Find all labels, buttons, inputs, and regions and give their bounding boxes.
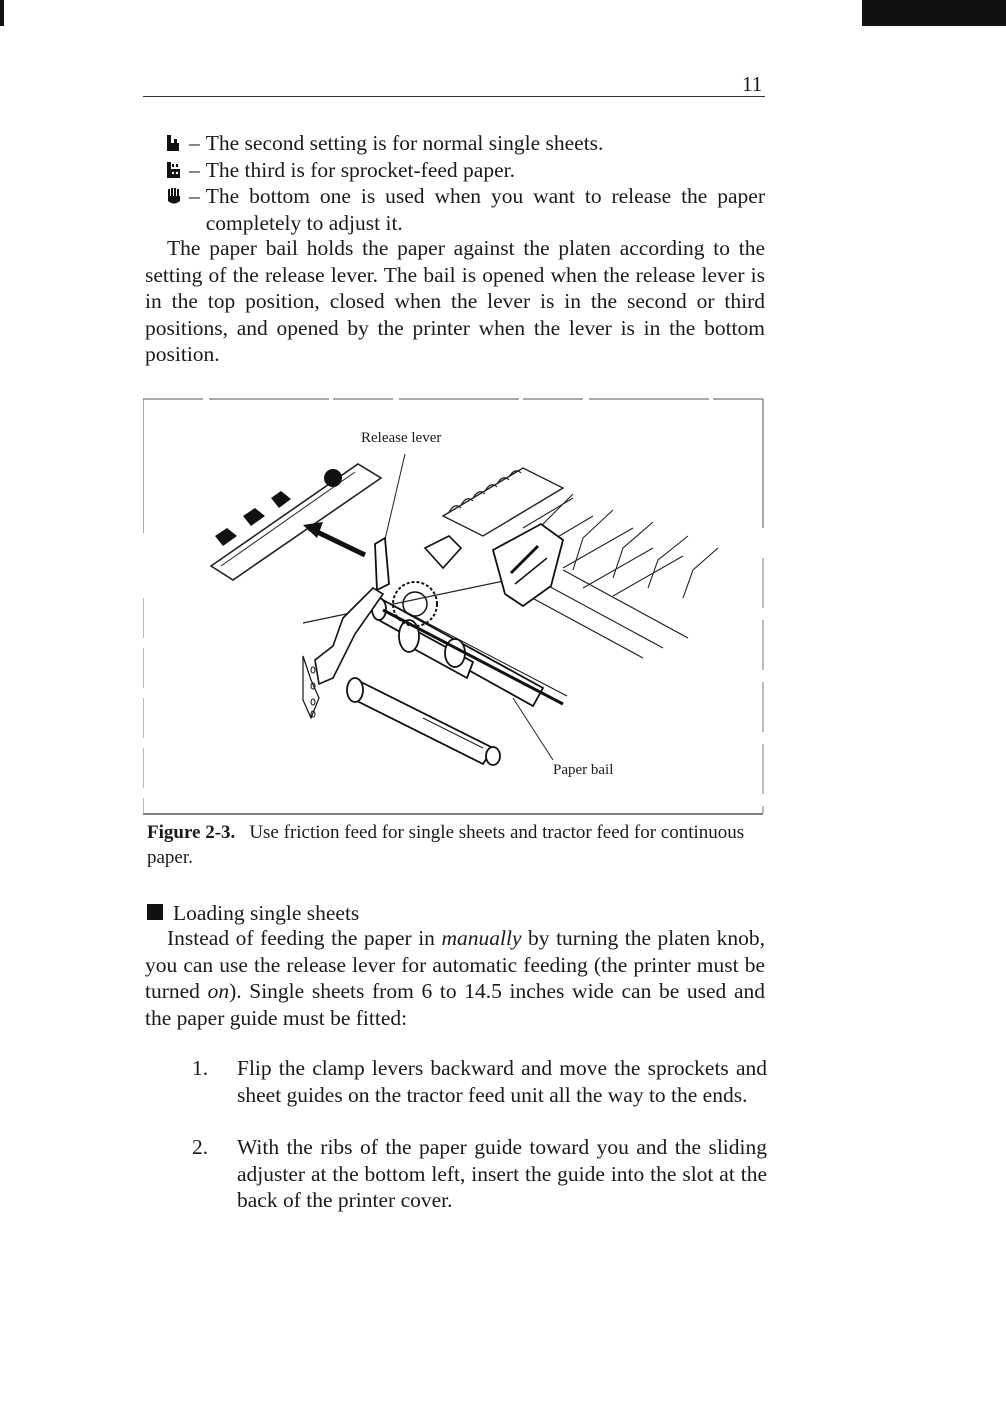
figure-2-3 — [143, 398, 766, 816]
section-heading: Loading single sheets — [147, 901, 359, 926]
scan-edge-mark-right — [862, 0, 1006, 26]
page-number: 11 — [742, 72, 763, 96]
paragraph-loading-intro: Instead of feeding the paper in manually by turning the platen knob, you can use the release lever for automatic feeding (the printer must be turned on). Single sheets from 6 to 14.5 inches wide can be used and the paper guide must be fitted: — [145, 926, 766, 1030]
list-item-text: The second setting is for normal single sheets. — [205, 131, 604, 155]
sprocket-feed-icon — [165, 160, 183, 180]
list-item-text: The third is for sprocket-feed paper. — [205, 158, 515, 182]
step-number: 2. — [192, 1135, 209, 1159]
single-sheet-icon — [165, 133, 183, 153]
step-item — [192, 1055, 767, 1108]
printer-release-lever-illustration — [143, 398, 766, 816]
figure-number: Figure 2-3. — [147, 822, 236, 843]
list-item: – The bottom one is used when you want to release the paper completely to adjust it. — [165, 183, 765, 236]
step-text: Flip the clamp levers backward and move the sprockets and sheet guides on the tractor feed unit all the way to the ends. — [237, 1056, 767, 1107]
paragraph-paper-bail: The paper bail holds the paper against the platen according to the setting of the release lever. The bail is opened when the release lever is in the top position, closed when the lever is in the second or third positions, and opened by the printer when the lever is in the bottom position. — [145, 236, 765, 366]
figure-caption-text: Use friction feed for single sheets and tractor feed for continuous paper. — [147, 822, 745, 868]
figure-caption — [147, 820, 767, 870]
list-item: – The second setting is for normal single sheets. — [165, 130, 765, 157]
header-rule — [143, 96, 765, 97]
label-paper-bail: Paper bail — [553, 762, 614, 778]
release-hand-icon — [165, 186, 183, 206]
list-item: – The third is for sprocket-feed paper. — [165, 157, 765, 184]
label-release-lever: Release lever — [361, 430, 442, 446]
step-item — [192, 1134, 767, 1214]
step-number: 1. — [192, 1056, 209, 1080]
emphasis-on: on — [207, 979, 230, 1003]
scan-edge-mark-left — [0, 0, 4, 26]
emphasis-manually: manually — [441, 926, 522, 950]
square-bullet-icon — [147, 904, 163, 920]
list-item-text: The bottom one is used when you want to release the paper completely to adjust it. — [205, 184, 765, 235]
step-text: With the ribs of the paper guide toward you and the sliding adjuster at the bottom left, insert the guide into the slot at the back of the printer cover. — [237, 1135, 767, 1212]
